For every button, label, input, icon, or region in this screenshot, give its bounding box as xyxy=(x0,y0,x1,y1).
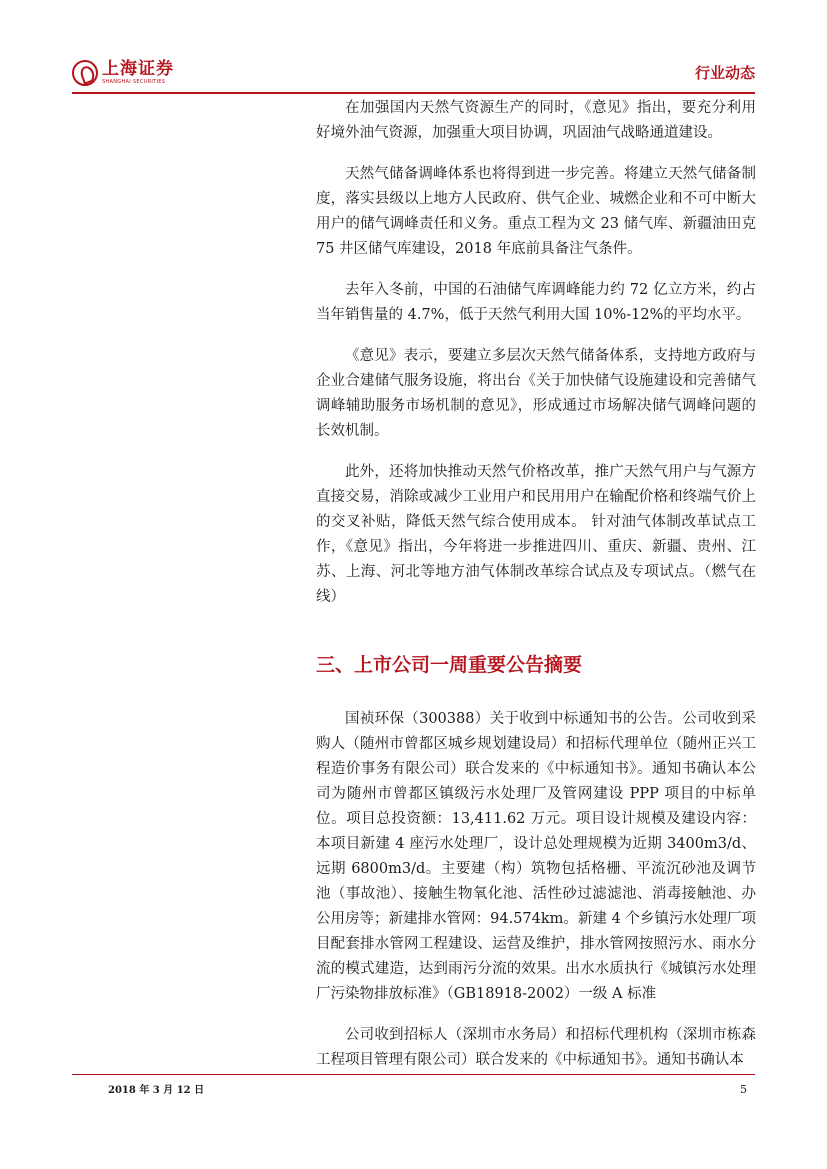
logo-cn-text: 上海证券 xyxy=(102,59,174,79)
announcement-paragraph: 公司收到招标人（深圳市水务局）和招标代理机构（深圳市栋森工程项目管理有限公司）联合发来的《中标通知书》。通知书确认本 xyxy=(316,1027,756,1068)
report-date: 2018 年 3 月 12 日 xyxy=(108,1085,205,1096)
report-category: 行业动态 xyxy=(694,64,755,82)
logo-emblem-icon xyxy=(72,60,98,86)
body-text xyxy=(316,96,756,626)
announcements-text xyxy=(316,707,756,1089)
paragraph: 《意见》表示，要建立多层次天然气储备体系，支持地方政府与企业合建储气服务设施，将出台《关于加快储气设施建设和完善储气调峰辅助服务市场机制的意见》，形成通过市场解决储气调峰问题的长效机制。 xyxy=(316,348,756,439)
company-logo xyxy=(72,56,174,90)
paragraph: 去年入冬前，中国的石油储气库调峰能力约 72 亿立方米，约占当年销售量的 4.7%，低于天然气利用大国 10%-12%的平均水平。 xyxy=(316,282,756,323)
section-heading: 三、上市公司一周重要公告摘要 xyxy=(316,654,583,676)
paragraph: 此外，还将加快推动天然气价格改革，推广天然气用户与气源方直接交易，消除或减少工业用户和民用用户在输配价格和终端气价上的交叉补贴，降低天然气综合使用成本。 针对油气体制改革试点工作，《意见》指出，今年将进一步推进四川、重庆、新疆、贵州、江苏、上海、河北等地方油气体制改革综合试点及专项试点。（燃气在线） xyxy=(316,464,756,605)
announcement-paragraph: 国祯环保（300388）关于收到中标通知书的公告。公司收到采购人（随州市曾都区城乡规划建设局）和招标代理单位（随州正兴工程造价事务有限公司）联合发来的《中标通知书》。通知书确认本公司为随州市曾都区镇级污水处理厂及管网建设 PPP 项目的中标单位。项目总投资额：13,411.62 万元。项目设计规模及建设内容：本项目新建 4 座污水处理厂，设计总处理规模为近期 3400m3/d、远期 6800m3/d。主要建（构）筑物包括格栅、平流沉砂池及调节池（事故池）、接触生物氧化池、活性砂过滤滤池、消毒接触池、办公用房等；新建排水管网：94.574km。新建 4 个乡镇污水处理厂项目配套排水管网工程建设、运营及维护，排水管网按照污水、雨水分流的模式建造，达到雨污分流的效果。出水水质执行《城镇污水处理厂污染物排放标准》（GB18918-2002）一级 A 标准 xyxy=(316,711,756,1002)
footer-divider xyxy=(72,1074,755,1075)
page-header xyxy=(72,56,755,90)
header-divider xyxy=(72,92,755,94)
paragraph: 天然气储备调峰体系也将得到进一步完善。将建立天然气储备制度，落实县级以上地方人民政府、供气企业、城燃企业和不可中断大用户的储气调峰责任和义务。重点工程为文 23 储气库、新疆油田克 75 井区储气库建设，2018 年底前具备注气条件。 xyxy=(316,166,756,257)
logo-text xyxy=(102,60,174,86)
page-number: 5 xyxy=(740,1083,747,1096)
paragraph: 在加强国内天然气资源生产的同时，《意见》指出，要充分利用好境外油气资源，加强重大项目协调，巩固油气战略通道建设。 xyxy=(316,100,756,141)
logo-en-text: SHANGHAI SECURITIES xyxy=(102,79,166,85)
